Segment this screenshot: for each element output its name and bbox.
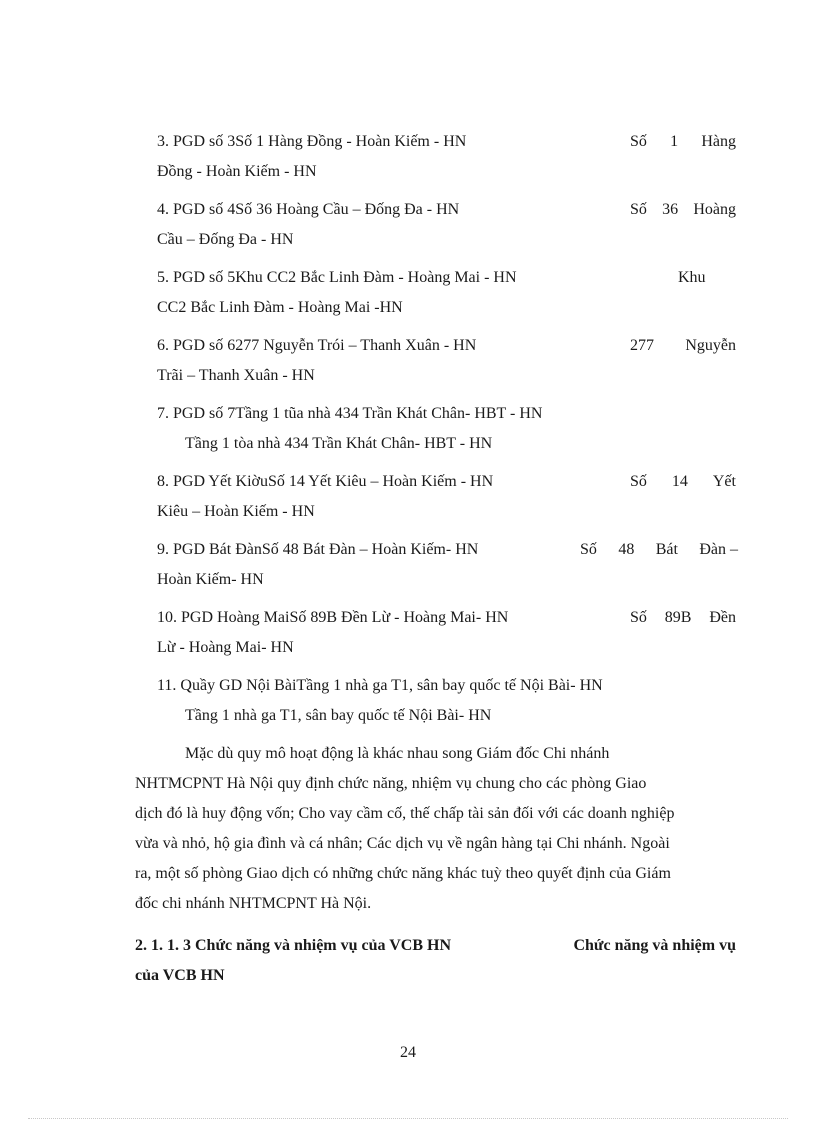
list-item-line: 10. PGD Hoàng MaiSố 89B Đền Lừ - Hoàng Mai- HN	[157, 609, 509, 626]
page-bottom-rule	[28, 1118, 788, 1119]
list-item-continuation: Hoàn Kiếm- HN	[157, 571, 264, 588]
list-item-continuation: Lừ - Hoàng Mai- HN	[157, 639, 294, 656]
section-heading-continuation: của VCB HN	[135, 967, 225, 984]
list-item-line: 9. PGD Bát ĐànSố 48 Bát Đàn – Hoàn Kiếm- HN	[157, 541, 479, 558]
list-item-address: Số 36 Hoàng	[630, 201, 736, 218]
list-item-continuation: Cầu – Đống Đa - HN	[157, 231, 294, 248]
list-item-line: 5. PGD số 5Khu CC2 Bắc Linh Đàm - Hoàng Mai - HN	[157, 269, 517, 286]
list-item-line: 3. PGD số 3Số 1 Hàng Đồng - Hoàn Kiếm - HN	[157, 133, 467, 150]
list-item-address: Số 89B Đền	[630, 609, 736, 626]
list-item-continuation: Trãi – Thanh Xuân - HN	[157, 367, 315, 384]
body-paragraph-line: ra, một số phòng Giao dịch có những chức năng khác tuỳ theo quyết định của Giám	[135, 865, 671, 882]
list-item-continuation: Tầng 1 tòa nhà 434 Trần Khát Chân- HBT - HN	[185, 435, 493, 452]
list-item-address: 277 Nguyễn	[630, 337, 736, 354]
list-item-address: Số 1 Hàng	[630, 133, 736, 150]
list-item-continuation: CC2 Bắc Linh Đàm - Hoàng Mai -HN	[157, 299, 403, 316]
body-paragraph-line: Mặc dù quy mô hoạt động là khác nhau song Giám đốc Chi nhánh	[185, 745, 610, 762]
list-item-line: 8. PGD Yết KiờuSố 14 Yết Kiêu – Hoàn Kiếm - HN	[157, 473, 494, 490]
list-item-line: 7. PGD số 7Tầng 1 tũa nhà 434 Trần Khát Chân- HBT - HN	[157, 405, 543, 422]
list-item-continuation: Đồng - Hoàn Kiếm - HN	[157, 163, 317, 180]
list-item-line: 11. Quầy GD Nội BàiTầng 1 nhà ga T1, sân bay quốc tế Nội Bài- HN	[157, 677, 603, 694]
page-number: 24	[400, 1044, 416, 1061]
body-paragraph-line: vừa và nhỏ, hộ gia đình và cá nhân; Các dịch vụ về ngân hàng tại Chi nhánh. Ngoài	[135, 835, 670, 852]
section-heading: 2. 1. 1. 3 Chức năng và nhiệm vụ của VCB HN	[135, 937, 452, 954]
list-item-continuation: Tầng 1 nhà ga T1, sân bay quốc tế Nội Bài- HN	[185, 707, 492, 724]
list-item-address: Số 14 Yết	[630, 473, 736, 490]
list-item-address: Số 48 Bát Đàn –	[580, 541, 738, 558]
list-item-line: 6. PGD số 6277 Nguyễn Trói – Thanh Xuân - HN	[157, 337, 477, 354]
section-heading-repeat: Chức năng và nhiệm vụ	[573, 937, 736, 954]
list-item-continuation: Kiêu – Hoàn Kiếm - HN	[157, 503, 315, 520]
list-item-line: 4. PGD số 4Số 36 Hoàng Cầu – Đống Đa - HN	[157, 201, 460, 218]
body-paragraph-line: đốc chi nhánh NHTMCPNT Hà Nội.	[135, 895, 372, 912]
body-paragraph-line: NHTMCPNT Hà Nội quy định chức năng, nhiệm vụ chung cho các phòng Giao	[135, 775, 647, 792]
body-paragraph-line: dịch đó là huy động vốn; Cho vay cầm cố, thế chấp tài sản đối với các doanh nghiệp	[135, 805, 675, 822]
list-item-address: Khu	[678, 269, 706, 286]
